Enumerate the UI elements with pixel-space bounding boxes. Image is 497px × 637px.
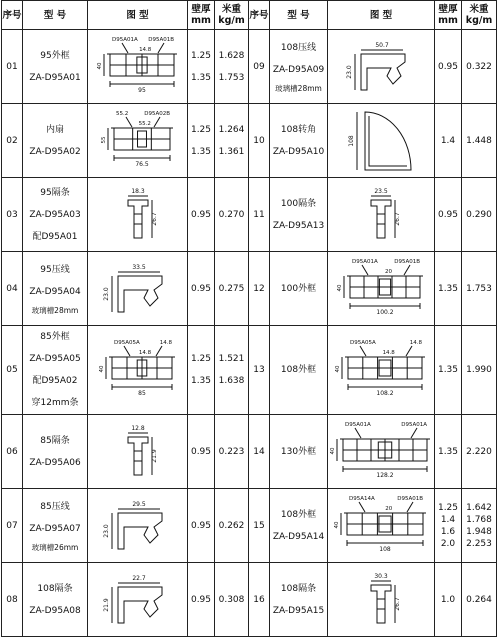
table-row: [2, 252, 497, 326]
model-code: ZA-D95A14: [272, 531, 325, 542]
drawing-cell: [328, 178, 435, 252]
thickness-value: 0.95: [190, 594, 212, 605]
dimension-label: 23.0: [103, 523, 110, 538]
dimension-label: 55: [101, 136, 107, 143]
weight-value: 1.990: [466, 365, 492, 375]
profile-drawing: [88, 106, 188, 176]
profile-drawing: [331, 32, 431, 102]
weight-value: 2.220: [466, 446, 492, 457]
thickness-value: 1.6: [440, 526, 456, 537]
weight-cell: [462, 326, 497, 415]
weight-value: 1.948: [466, 526, 492, 537]
dimension-label: 55.2: [138, 120, 151, 127]
drawing-cell: [88, 30, 188, 104]
thickness-cell: [188, 489, 215, 563]
profile-name: 108压线: [280, 42, 317, 53]
row-number: 01: [2, 30, 23, 104]
weight-value: 1.628: [218, 50, 245, 61]
thickness-value: 0.95: [190, 446, 212, 457]
profile-drawing: [88, 491, 188, 561]
profile-drawing: [331, 417, 431, 487]
profile-note: 玻璃槽26mm: [31, 542, 79, 552]
weight-cell: [462, 178, 497, 252]
dimension-label: 21.9: [151, 448, 158, 463]
dimension-label: 40: [97, 62, 103, 69]
thickness-cell: [435, 489, 462, 563]
header-weight: 米重 kg/m: [462, 1, 497, 30]
thickness-value: 0.95: [437, 209, 459, 220]
profile-name: 95外框: [40, 50, 70, 61]
weight-value: 0.290: [466, 209, 492, 220]
dimension-label: D95A01B: [394, 258, 420, 265]
model-cell: [270, 252, 328, 326]
table-row: [2, 30, 497, 104]
profile-drawing: [331, 180, 431, 250]
profile-name: 108外框: [280, 365, 317, 375]
drawing-cell: [88, 415, 188, 489]
profile-drawing: [88, 417, 188, 487]
header-row: [2, 1, 497, 30]
drawing-cell: [88, 252, 188, 326]
weight-value: 1.642: [466, 502, 492, 513]
thickness-cell: [435, 104, 462, 178]
drawing-cell: [328, 489, 435, 563]
dimension-label: 23.5: [374, 187, 388, 195]
weight-value: 1.448: [466, 135, 492, 146]
profile-name: 85隔条: [40, 435, 70, 446]
row-number: 14: [249, 415, 270, 489]
header-thickness: 壁厚 mm: [435, 1, 462, 30]
model-cell: [270, 30, 328, 104]
profile-name: 108外框: [280, 509, 317, 520]
row-number: 04: [2, 252, 23, 326]
profile-name: 85外框: [40, 332, 70, 342]
weight-value: 0.270: [218, 209, 245, 220]
dimension-label: 108: [348, 134, 355, 147]
table-row: [2, 489, 497, 563]
table-row: [2, 104, 497, 178]
thickness-value: 1.35: [190, 376, 212, 386]
model-code: ZA-D95A04: [29, 286, 81, 297]
dimension-label: 95: [138, 86, 146, 94]
weight-value: 1.638: [218, 376, 245, 386]
thickness-cell: [435, 326, 462, 415]
profile-note: 配D95A01: [32, 231, 78, 242]
dimension-label: D95A05A: [114, 340, 140, 346]
dimension-label: 108: [379, 545, 391, 553]
table-row: [2, 563, 497, 637]
weight-value: 0.308: [218, 594, 245, 605]
drawing-cell: [328, 104, 435, 178]
drawing-cell: [88, 178, 188, 252]
thickness-value: 1.4: [440, 135, 456, 146]
weight-value: 1.361: [218, 146, 245, 157]
drawing-cell: [88, 104, 188, 178]
row-number: 10: [249, 104, 270, 178]
profile-drawing: [331, 565, 431, 635]
drawing-cell: [328, 563, 435, 637]
thickness-cell: [435, 178, 462, 252]
weight-cell: [215, 489, 249, 563]
dimension-label: 40: [99, 365, 105, 373]
thickness-value: 1.25: [437, 502, 459, 513]
dimension-label: 14.8: [382, 350, 395, 356]
drawing-cell: [328, 326, 435, 415]
header-weight: 米重 kg/m: [215, 1, 249, 30]
dimension-label: 22.7: [132, 574, 146, 582]
model-cell: [270, 489, 328, 563]
weight-cell: [462, 489, 497, 563]
header-model: 型 号: [23, 1, 88, 30]
model-cell: [23, 104, 88, 178]
header-drawing: 图 型: [328, 1, 435, 30]
drawing-cell: [88, 489, 188, 563]
profile-drawing: [331, 106, 431, 176]
dimension-label: 23.0: [346, 64, 353, 79]
thickness-cell: [435, 563, 462, 637]
dimension-label: 18.3: [131, 187, 145, 195]
profile-name: 100外框: [280, 283, 317, 294]
thickness-cell: [188, 563, 215, 637]
weight-value: 1.753: [466, 283, 492, 294]
model-code: ZA-D95A09: [272, 64, 325, 75]
profile-name: 95隔条: [40, 187, 70, 198]
row-number: 02: [2, 104, 23, 178]
profile-name: 内扇: [45, 124, 64, 135]
row-number: 08: [2, 563, 23, 637]
weight-cell: [462, 30, 497, 104]
weight-value: 0.322: [466, 61, 492, 72]
row-number: 12: [249, 252, 270, 326]
table-row: [2, 415, 497, 489]
dimension-label: 40: [334, 521, 340, 528]
profile-catalog-table: [1, 0, 497, 637]
dimension-label: 33.5: [132, 263, 146, 271]
thickness-cell: [188, 178, 215, 252]
model-code: ZA-D95A08: [29, 605, 81, 616]
dimension-label: 26.7: [394, 596, 401, 611]
dimension-label: 85: [138, 390, 146, 397]
table-row: [2, 326, 497, 415]
model-code: ZA-D95A10: [272, 146, 325, 157]
weight-cell: [215, 104, 249, 178]
profile-drawing: [88, 565, 188, 635]
dimension-label: 40: [330, 447, 336, 454]
dimension-label: D95A01B: [148, 36, 174, 43]
dimension-label: 26.7: [394, 211, 401, 226]
thickness-value: 1.25: [190, 124, 212, 135]
weight-value: 0.223: [218, 446, 245, 457]
dimension-label: 40: [335, 365, 341, 373]
model-code: ZA-D95A02: [29, 146, 81, 157]
thickness-cell: [188, 415, 215, 489]
dimension-label: 26.7: [151, 211, 158, 226]
row-number: 15: [249, 489, 270, 563]
thickness-value: 0.95: [190, 209, 212, 220]
dimension-label: D95A01B: [397, 495, 423, 502]
thickness-cell: [435, 252, 462, 326]
model-cell: [23, 489, 88, 563]
model-cell: [270, 563, 328, 637]
profile-drawing: [331, 254, 431, 324]
thickness-cell: [188, 30, 215, 104]
weight-cell: [462, 104, 497, 178]
weight-value: 2.253: [466, 538, 492, 549]
thickness-cell: [435, 415, 462, 489]
header-no: 序号: [249, 1, 270, 30]
dimension-label: 55.2: [116, 110, 129, 117]
drawing-cell: [328, 30, 435, 104]
drawing-cell: [328, 415, 435, 489]
dimension-label: D95A01A: [401, 421, 427, 428]
thickness-value: 1.35: [437, 283, 459, 294]
thickness-value: 1.35: [190, 146, 212, 157]
model-cell: [270, 326, 328, 415]
dimension-label: 12.8: [131, 424, 145, 432]
thickness-cell: [188, 252, 215, 326]
weight-value: 0.264: [466, 594, 492, 605]
drawing-cell: [88, 326, 188, 415]
header-no: 序号: [2, 1, 23, 30]
profile-drawing: [331, 335, 431, 405]
thickness-value: 0.95: [437, 61, 459, 72]
header-model: 型 号: [270, 1, 328, 30]
model-cell: [23, 252, 88, 326]
dimension-label: 14.8: [139, 46, 152, 53]
weight-cell: [215, 178, 249, 252]
header-drawing: 图 型: [88, 1, 188, 30]
dimension-label: D95A01A: [352, 258, 378, 265]
thickness-value: 0.95: [190, 520, 212, 531]
model-cell: [270, 178, 328, 252]
profile-drawing: [88, 32, 188, 102]
weight-value: 0.275: [218, 283, 245, 294]
row-number: 07: [2, 489, 23, 563]
model-code: ZA-D95A07: [29, 523, 81, 534]
thickness-value: 1.35: [437, 446, 459, 457]
model-code: ZA-D95A06: [29, 457, 81, 468]
profile-name: 108转角: [280, 124, 317, 135]
row-number: 06: [2, 415, 23, 489]
thickness-value: 0.95: [190, 283, 212, 294]
model-code: ZA-D95A03: [29, 209, 81, 220]
weight-cell: [215, 30, 249, 104]
dimension-label: D95A01A: [345, 421, 371, 428]
weight-cell: [215, 415, 249, 489]
weight-value: 0.262: [218, 520, 245, 531]
dimension-label: 76.5: [135, 160, 149, 168]
weight-value: 1.521: [218, 354, 245, 364]
dimension-label: D95A05A: [350, 340, 376, 346]
profile-drawing: [88, 254, 188, 324]
weight-value: 1.768: [466, 514, 492, 525]
profile-note: 玻璃槽28mm: [31, 305, 79, 315]
model-code: ZA-D95A05: [29, 354, 81, 364]
row-number: 05: [2, 326, 23, 415]
thickness-value: 1.25: [190, 50, 212, 61]
dimension-label: D95A02B: [144, 110, 170, 117]
drawing-cell: [88, 563, 188, 637]
thickness-cell: [188, 326, 215, 415]
dimension-label: 14.8: [159, 340, 172, 346]
row-number: 11: [249, 178, 270, 252]
dimension-label: 14.8: [409, 340, 422, 346]
weight-cell: [462, 563, 497, 637]
thickness-cell: [435, 30, 462, 104]
profile-name: 100隔条: [280, 198, 317, 209]
dimension-label: 20: [385, 505, 393, 512]
row-number: 13: [249, 326, 270, 415]
header-thickness: 壁厚 mm: [188, 1, 215, 30]
dimension-label: 23.0: [103, 286, 110, 301]
weight-cell: [462, 252, 497, 326]
model-cell: [270, 104, 328, 178]
thickness-value: 1.35: [437, 365, 459, 375]
thickness-value: 1.4: [440, 514, 456, 525]
thickness-value: 1.0: [440, 594, 456, 605]
dimension-label: 40: [337, 284, 343, 291]
profile-name: 130外框: [280, 446, 317, 457]
model-cell: [23, 563, 88, 637]
model-cell: [23, 415, 88, 489]
model-cell: [23, 30, 88, 104]
model-cell: [270, 415, 328, 489]
thickness-value: 2.0: [440, 538, 456, 549]
profile-note: 配D95A02: [32, 376, 78, 386]
profile-drawing: [331, 491, 431, 561]
model-code: ZA-D95A15: [272, 605, 325, 616]
dimension-label: 50.7: [375, 41, 389, 49]
profile-drawing: [88, 180, 188, 250]
dimension-label: 100.2: [376, 308, 394, 316]
drawing-cell: [328, 252, 435, 326]
row-number: 03: [2, 178, 23, 252]
dimension-label: 30.3: [374, 572, 388, 580]
profile-name: 108隔条: [37, 583, 73, 594]
model-code: ZA-D95A13: [272, 220, 325, 231]
row-number: 16: [249, 563, 270, 637]
thickness-cell: [188, 104, 215, 178]
weight-value: 1.264: [218, 124, 245, 135]
profile-name: 108隔条: [280, 583, 317, 594]
row-number: 09: [249, 30, 270, 104]
weight-cell: [215, 563, 249, 637]
dimension-label: D95A01A: [112, 36, 138, 43]
profile-name: 85压线: [40, 501, 70, 512]
model-code: ZA-D95A01: [29, 72, 81, 83]
dimension-label: 21.9: [103, 597, 110, 612]
dimension-label: 20: [385, 268, 392, 275]
dimension-label: 128.2: [376, 471, 394, 479]
profile-name: 95压线: [40, 264, 70, 275]
dimension-label: 14.8: [138, 350, 152, 356]
profile-note: 穿12mm条: [31, 398, 79, 408]
dimension-label: 108.2: [376, 390, 394, 397]
weight-value: 1.753: [218, 72, 245, 83]
thickness-value: 1.25: [190, 354, 212, 364]
weight-cell: [215, 252, 249, 326]
model-cell: [23, 178, 88, 252]
profile-note: 玻璃槽28mm: [275, 83, 322, 93]
weight-cell: [462, 415, 497, 489]
table-row: [2, 178, 497, 252]
dimension-label: D95A14A: [349, 495, 375, 502]
dimension-label: 29.5: [132, 500, 146, 508]
model-cell: [23, 326, 88, 415]
thickness-value: 1.35: [190, 72, 212, 83]
weight-cell: [215, 326, 249, 415]
profile-drawing: [88, 335, 188, 405]
